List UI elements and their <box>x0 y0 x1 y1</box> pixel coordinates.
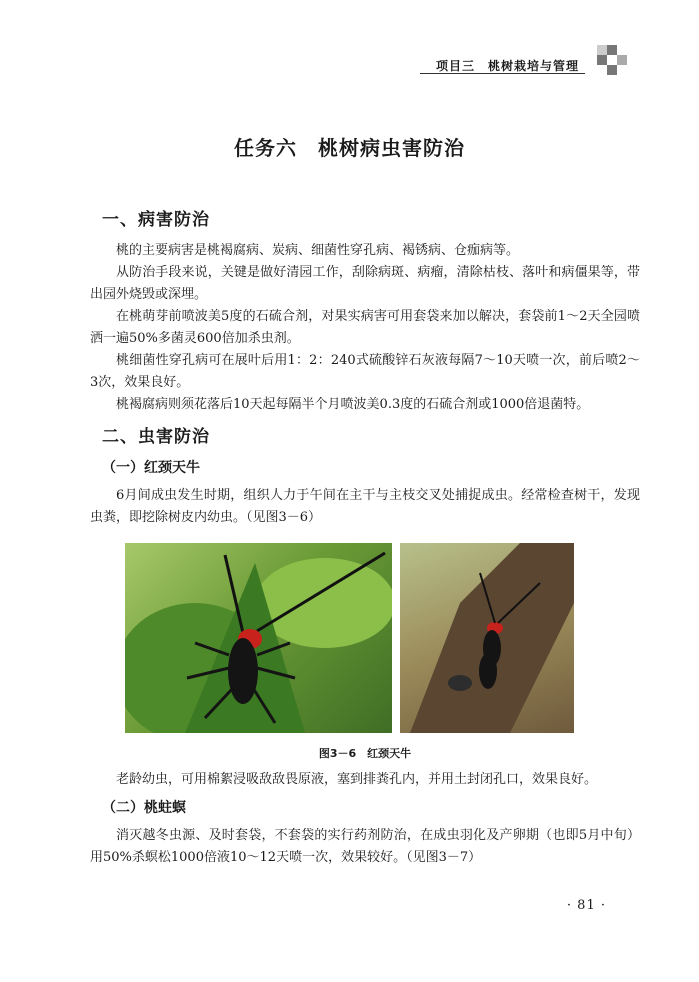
beetle-on-leaf-photo <box>125 543 392 733</box>
chapter-block-logo-icon <box>597 45 627 75</box>
paragraph: 老龄幼虫，可用棉絮浸吸敌敌畏原液，塞到排粪孔内，并用土封闭孔口，效果良好。 <box>116 772 598 787</box>
page-number: · 81 · <box>566 898 606 913</box>
subsection-heading-peach-borer: （二）桃蛀螟 <box>102 800 186 816</box>
header-rule <box>420 73 585 74</box>
paragraph: 6月间成虫发生时期，组织人力于午间在主干与主枝交叉处捕捉成虫。经常检查树干，发现虫粪，即挖除树皮内幼虫。（见图3－6） <box>90 488 640 525</box>
running-header: 项目三 桃树栽培与管理 <box>435 59 579 73</box>
page-title: 任务六 桃树病虫害防治 <box>234 136 465 160</box>
figure-3-6 <box>90 543 640 741</box>
paragraph: 桃褐腐病则须花落后10天起每隔半个月喷波美0.3度的石硫合剂或1000倍退菌特。 <box>116 397 590 412</box>
paragraph: 桃的主要病害是桃褐腐病、炭病、细菌性穿孔病、褐锈病、仓痂病等。 <box>116 243 520 258</box>
page-body <box>90 205 640 869</box>
beetle-on-trunk-photo <box>400 543 574 733</box>
figure-caption: 图3－6 红颈天牛 <box>318 747 412 760</box>
page-header <box>0 0 699 80</box>
paragraph: 桃细菌性穿孔病可在展叶后用1：2：240式硫酸锌石灰液每隔7～10天喷一次，前后喷2～3次，效果良好。 <box>90 353 640 390</box>
section-heading-disease: 一、病害防治 <box>102 210 210 230</box>
paragraph: 从防治手段来说，关键是做好清园工作，刮除病斑、病瘤，清除枯枝、落叶和病僵果等，带出园外烧毁或深埋。 <box>90 265 640 302</box>
paragraph: 在桃萌芽前喷波美5度的石硫合剂，对果实病害可用套袋来加以解决，套袋前1～2天全园喷洒一遍50%多菌灵600倍加杀虫剂。 <box>90 309 640 346</box>
section-heading-pests: 二、虫害防治 <box>102 427 210 447</box>
subsection-heading-longhorn-beetle: （一）红颈天牛 <box>102 460 200 476</box>
paragraph: 消灭越冬虫源、及时套袋，不套袋的实行药剂防治，在成虫羽化及产卵期（也即5月中旬）用50%杀螟松1000倍液10～12天喷一次，效果较好。（见图3－7） <box>90 828 640 865</box>
